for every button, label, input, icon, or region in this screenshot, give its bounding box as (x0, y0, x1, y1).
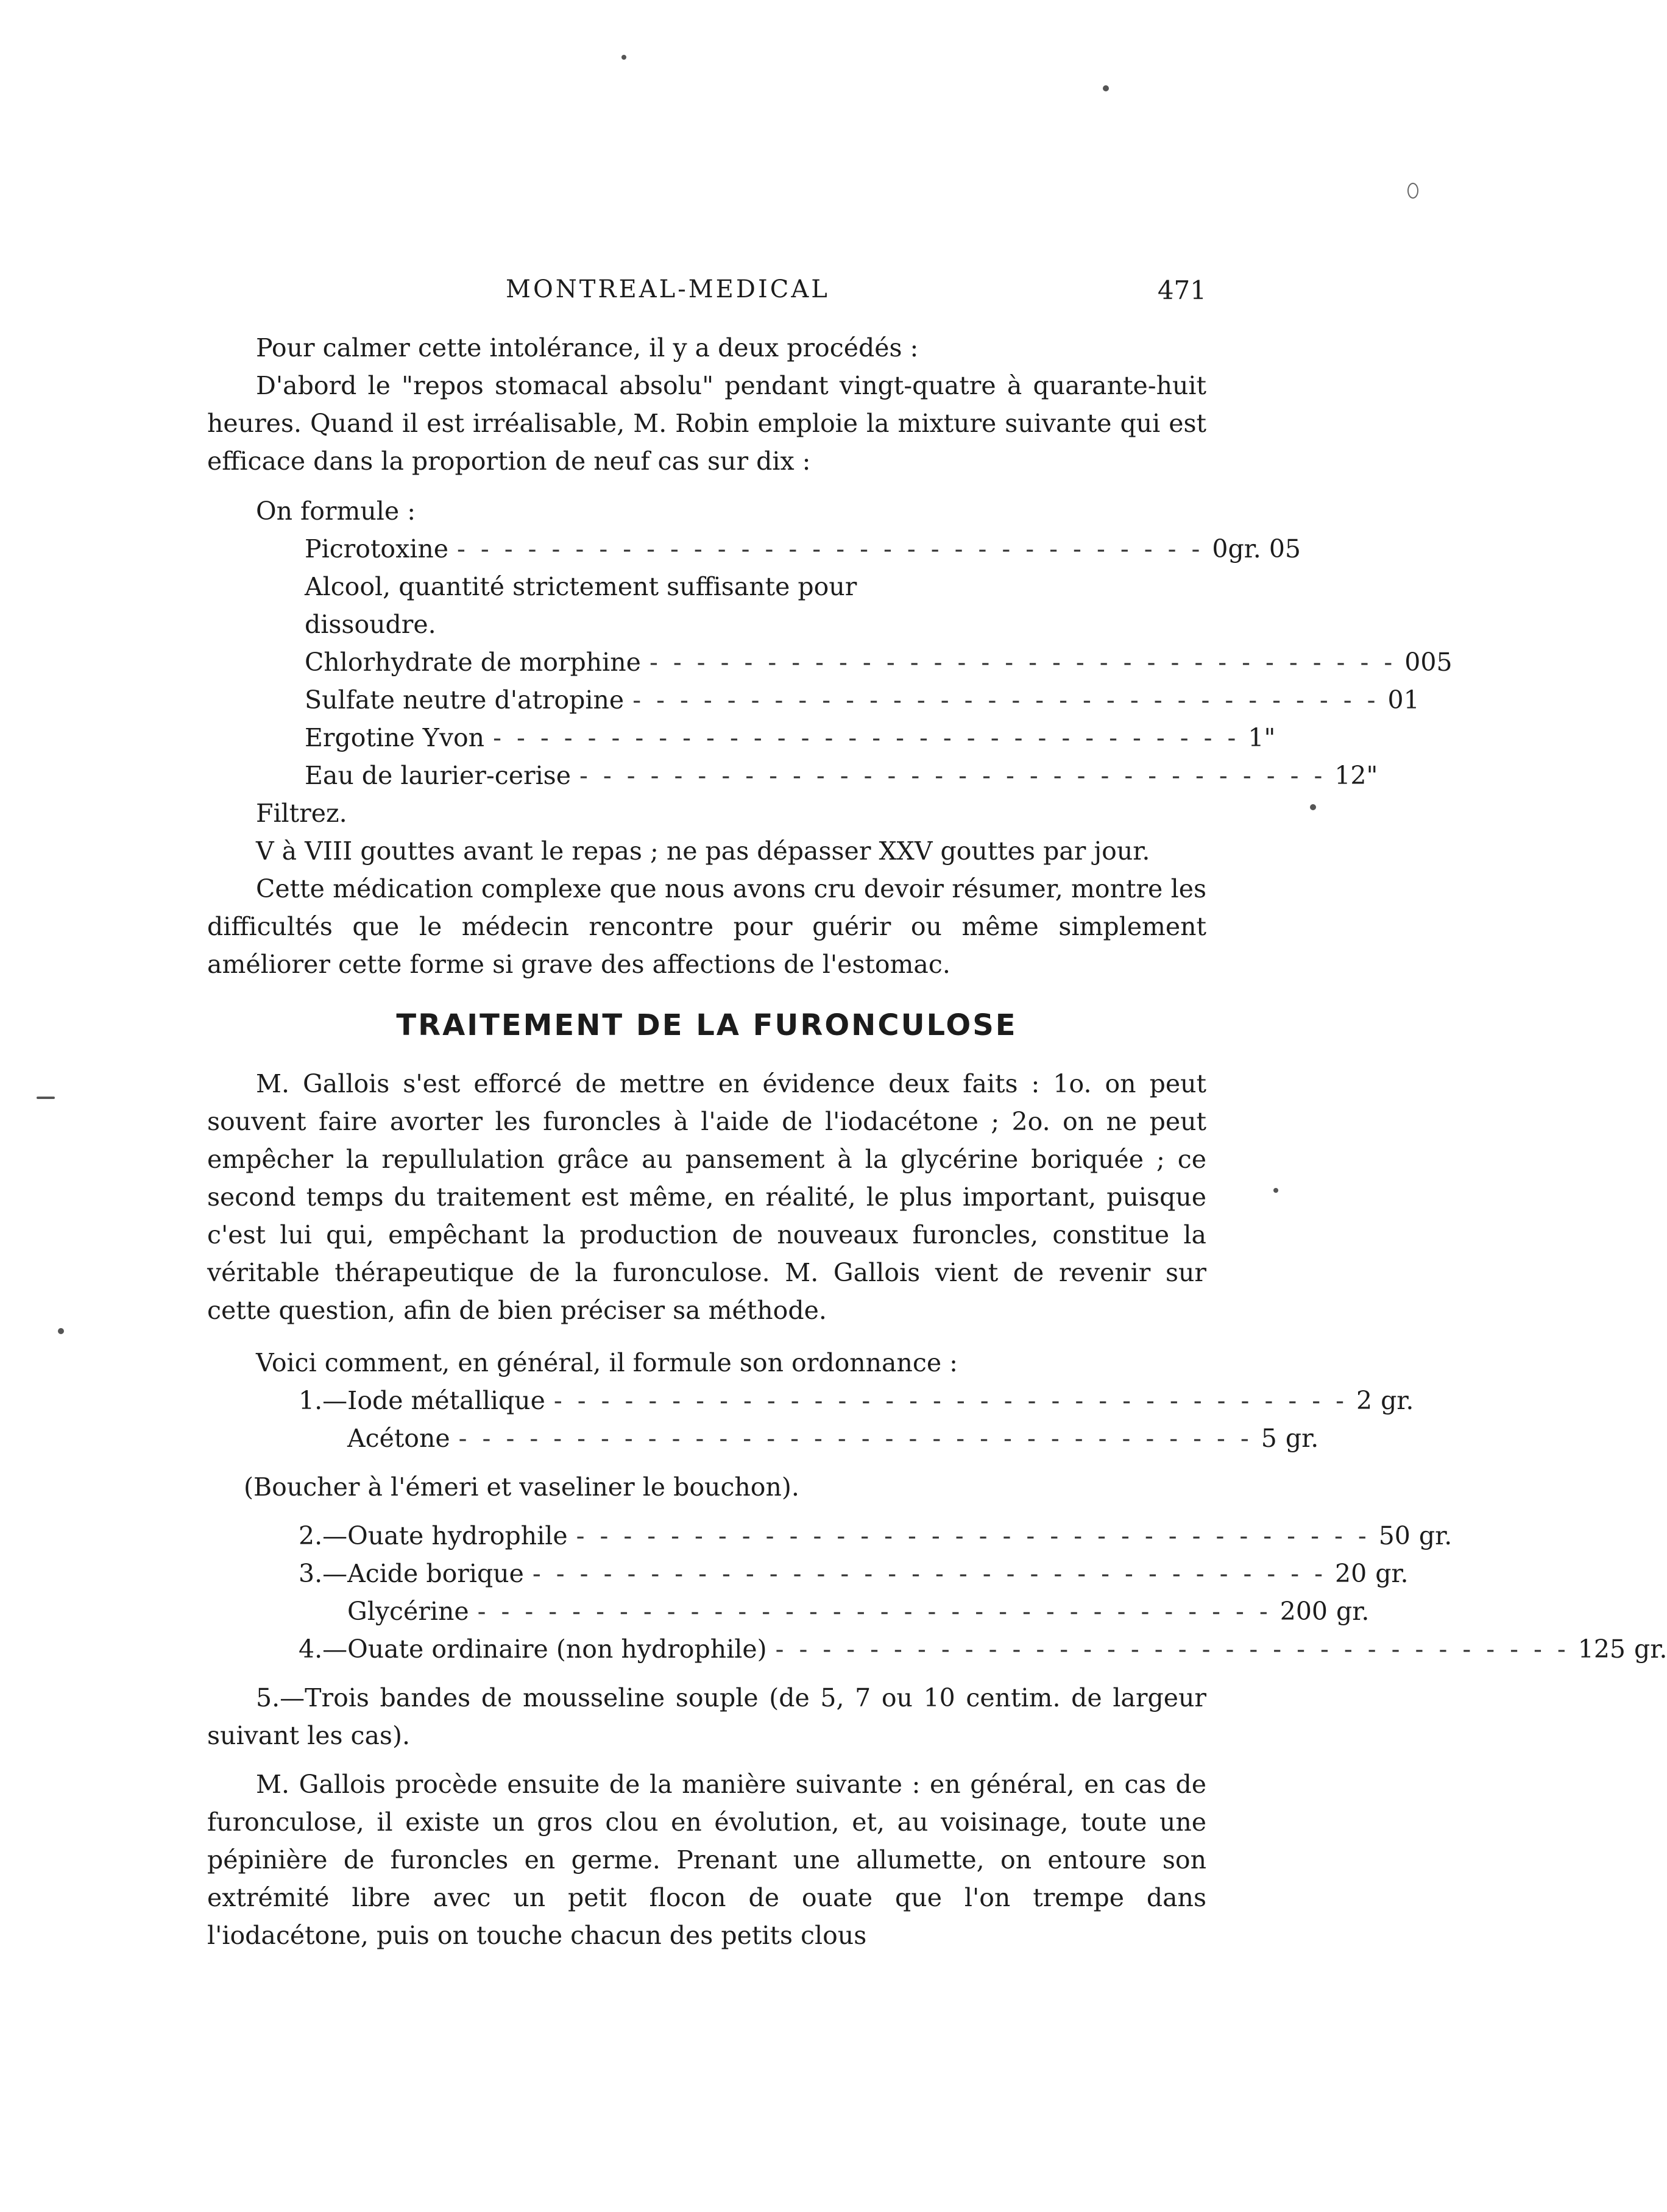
order-item-label: 3.—Acide borique (299, 1559, 524, 1588)
section-paragraph: 5.—Trois bandes de mousseline souple (de 5, 7 ou 10 centim. de largeur suivant les cas). (207, 1683, 1206, 1750)
order-item-unit: gr. (1418, 1521, 1453, 1550)
prescription-list (305, 530, 1453, 794)
ingredient-row (305, 530, 1301, 568)
running-title: MONTREAL-MEDICAL (506, 275, 830, 303)
section-heading: TRAITEMENT DE LA FURONCULOSE (396, 1008, 1018, 1042)
order-item-label: 2.—Ouate hydrophile (299, 1521, 568, 1550)
scan-speck (621, 55, 626, 60)
dosage-paragraph: V à VIII gouttes avant le repas ; ne pas dépasser XXV gouttes par jour. (256, 836, 1150, 866)
order-intro: Voici comment, en général, il formule son ordonnance : (256, 1348, 958, 1377)
order-note: (Boucher à l'émeri et vaseliner le bouchon). (244, 1472, 799, 1502)
scan-speck (1103, 85, 1109, 91)
intro-paragraph: Pour calmer cette intolérance, il y a deux procédés : (256, 333, 919, 362)
order-list (299, 1382, 1414, 1457)
leader-dots: - - - - - - - - - - - - - - - - - - - - - - - - - - - - - - - - - - (532, 1559, 1327, 1588)
ingredient-unit: 01 (1387, 685, 1420, 715)
leader-dots: - - - - - - - - - - - - - - - - - - - - - - - - - - - - - - - - (579, 761, 1326, 790)
order-item-amount: 2 (1356, 1386, 1373, 1415)
order-item-unit: gr. (1375, 1559, 1409, 1588)
filter-instruction: Filtrez. (256, 799, 347, 828)
order-item-unit: gr. (1285, 1424, 1319, 1453)
ingredient-row (305, 643, 1453, 681)
intro-paragraph: D'abord le "repos stomacal absolu" pendant vingt-quatre à quarante-huit heures. Quand il est irréalisable, M. Robin emploie la mixture suivante qui est efficace dans la proportion de neuf cas sur dix : (207, 371, 1206, 476)
ingredient-name: Picrotoxine (305, 534, 449, 564)
order-item-unit: gr. (1634, 1634, 1667, 1664)
order-item-amount: 20 (1335, 1559, 1367, 1588)
ingredient-name: Chlorhydrate de morphine (305, 648, 641, 677)
ingredient-name: Ergotine Yvon (305, 723, 485, 752)
ingredient-name: Eau de laurier-cerise (305, 761, 571, 790)
leader-dots: - - - - - - - - - - - - - - - - - - - - - - - - - - - - - - - - (632, 685, 1379, 715)
order-item-label: 1.—Iode métallique (299, 1386, 545, 1415)
order-item-amount: 5 (1261, 1424, 1277, 1453)
scan-speck (58, 1328, 64, 1334)
order-row (299, 1555, 1409, 1592)
order-item-label: Glycérine (347, 1597, 469, 1626)
leader-dots: - - - - - - - - - - - - - - - - - - - - - - - - - - - - - - - - (493, 723, 1240, 752)
comment-paragraph: Cette médication complexe que nous avons cru devoir résumer, montre les difficultés que le médecin rencontre pour guérir ou même simplement améliorer cette forme si grave des affections de l'estomac. (207, 874, 1206, 979)
order-row (299, 1419, 1319, 1457)
scan-speck (1407, 183, 1418, 199)
scan-speck (37, 1097, 55, 1099)
leader-dots: - - - - - - - - - - - - - - - - - - - - - - - - - - - - - - - - - - (477, 1597, 1272, 1626)
section-paragraph: M. Gallois procède ensuite de la manière suivante : en général, en cas de furonculose, il existe un gros clou en évolution, et, au voisinage, toute une pépinière de furoncles en germe. Prenant une allumette, on entoure son extrémité libre avec un petit flocon de ouate que l'on trempe dans l'iodacétone, puis on touche chacun des petits clous (207, 1770, 1206, 1950)
leader-dots: - - - - - - - - - - - - - - - - - - - - - - - - - - - - - - - - (649, 648, 1396, 677)
ingredient-row (305, 568, 950, 643)
leader-dots: - - - - - - - - - - - - - - - - - - - - - - - - - - - - - - - - (457, 534, 1204, 564)
order-item-unit: gr. (1381, 1386, 1414, 1415)
order-item-label: 4.—Ouate ordinaire (non hydrophile) (299, 1634, 767, 1664)
leader-dots: - - - - - - - - - - - - - - - - - - - - - - - - - - - - - - - - - - (553, 1386, 1348, 1415)
order-item-amount: 50 (1378, 1521, 1410, 1550)
order-row (299, 1382, 1414, 1419)
order-item-amount: 200 (1279, 1597, 1328, 1626)
scan-speck (1273, 1188, 1278, 1193)
order-row (299, 1592, 1370, 1630)
scan-speck (1310, 804, 1316, 810)
ingredient-unit: gr. 05 (1228, 534, 1301, 564)
page-body (207, 329, 1667, 1954)
ingredient-name: Sulfate neutre d'atropine (305, 685, 625, 715)
ingredient-row (305, 757, 1378, 794)
page-header (207, 275, 1206, 312)
section-paragraph: M. Gallois s'est efforcé de mettre en évidence deux faits : 1o. on peut souvent faire avorter les furoncles à l'aide de l'iodacétone ; 2o. on ne peut empêcher la repullulation grâce au pansement à la glycérine boriquée ; ce second temps du traitement est même, en réalité, le plus important, puisque c'est lui qui, empêchant la production de nouveaux furoncles, constitue la véritable thérapeutique de la furonculose. M. Gallois vient de revenir sur cette question, afin de bien préciser sa méthode. (207, 1069, 1206, 1325)
page-number: 471 (1157, 275, 1206, 305)
ingredient-amount: 12 (1334, 761, 1367, 790)
order-list (299, 1517, 1667, 1668)
ingredient-amount: 0 (1212, 534, 1228, 564)
order-item-amount: 125 (1577, 1634, 1626, 1664)
order-row (299, 1630, 1667, 1668)
leader-dots: - - - - - - - - - - - - - - - - - - - - - - - - - - - - - - - - - - (775, 1634, 1570, 1664)
ingredient-name: Alcool, quantité strictement suffisante pour dissoudre. (305, 572, 857, 639)
order-item-label: Acétone (347, 1424, 450, 1453)
ingredient-unit: " (1366, 761, 1378, 790)
ingredient-amount: 1 (1248, 723, 1264, 752)
ingredient-unit: " (1264, 723, 1276, 752)
formula-intro: On formule : (256, 496, 416, 526)
leader-dots: - - - - - - - - - - - - - - - - - - - - - - - - - - - - - - - - - - (576, 1521, 1370, 1550)
order-item-unit: gr. (1336, 1597, 1370, 1626)
leader-dots: - - - - - - - - - - - - - - - - - - - - - - - - - - - - - - - - - - (458, 1424, 1253, 1453)
order-row (299, 1517, 1453, 1555)
ingredient-amount: 0 (1404, 648, 1421, 677)
ingredient-unit: 05 (1420, 648, 1453, 677)
ingredient-row (305, 719, 1276, 757)
ingredient-row (305, 681, 1420, 719)
